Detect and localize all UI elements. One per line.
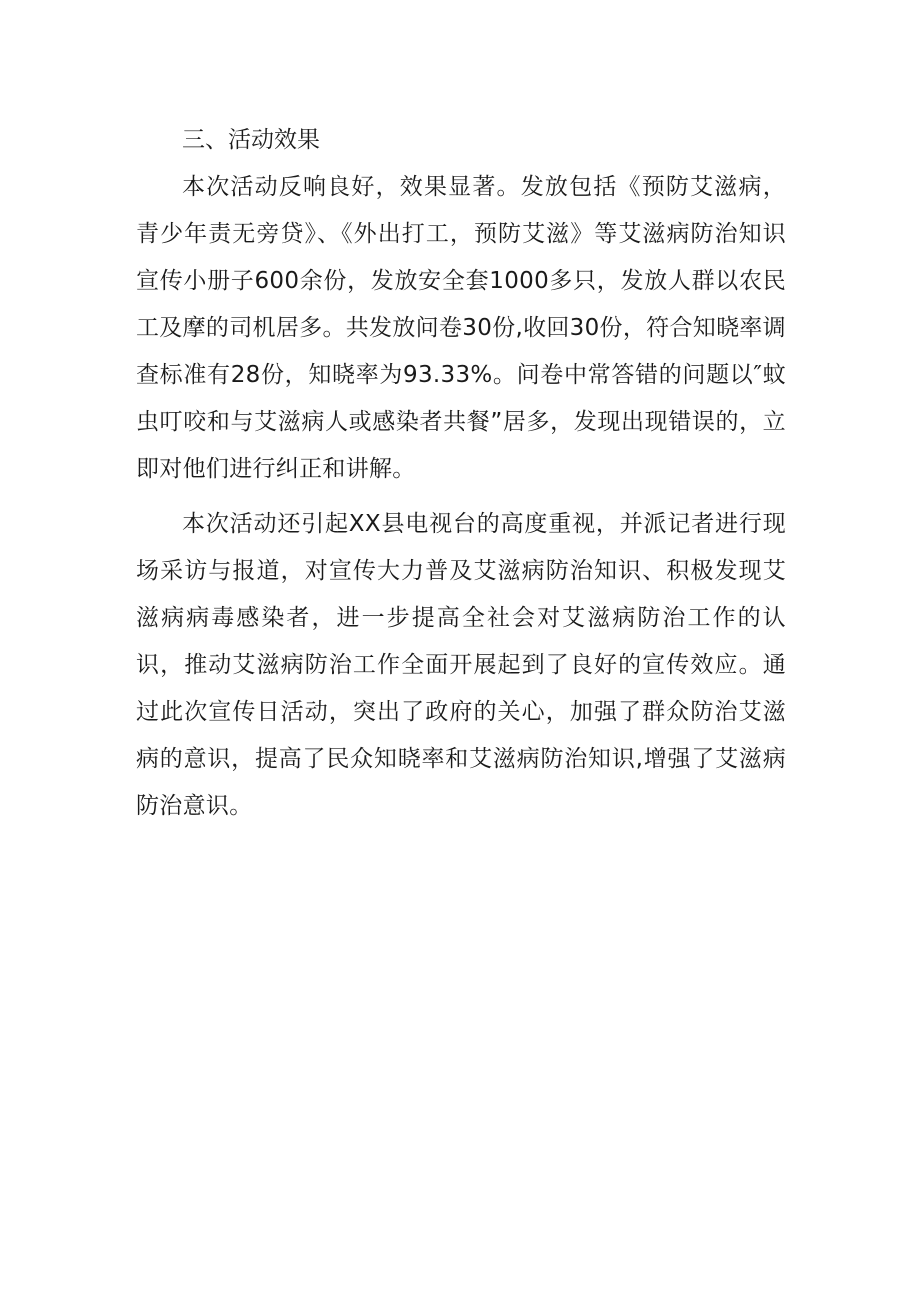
paragraph-media-coverage: 本次活动还引起XX县电视台的高度重视，并派记者进行现场采访与报道，对宣传大力普及艾滋病防治知识、积极发现艾滋病病毒感染者，进一步提高全社会对艾滋病防治工作的认识，推动艾滋病防治工作全面开展起到了良好的宣传效应。通过此次宣传日活动，突出了政府的关心，加强了群众防治艾滋病的意识，提高了民众知晓率和艾滋病防治知识,增强了艾滋病防治意识。: [136, 511, 786, 819]
section-heading: 三、活动效果: [182, 127, 320, 153]
document-body: [136, 117, 786, 830]
paragraph-activity-results: 本次活动反响良好，效果显著。发放包括《预防艾滋病，青少年责无旁贷》、《外出打工，预防艾滋》等艾滋病防治知识宣传小册子600余份，发放安全套1000多只，发放人群以农民工及摩的司机居多。共发放问卷30份,收回30份，符合知晓率调查标准有28份，知晓率为93.33%。问卷中常答错的问题以″蚊虫叮咬和与艾滋病人或感染者共餐”居多，发现出现错误的，立即对他们进行纠正和讲解。: [136, 174, 786, 482]
